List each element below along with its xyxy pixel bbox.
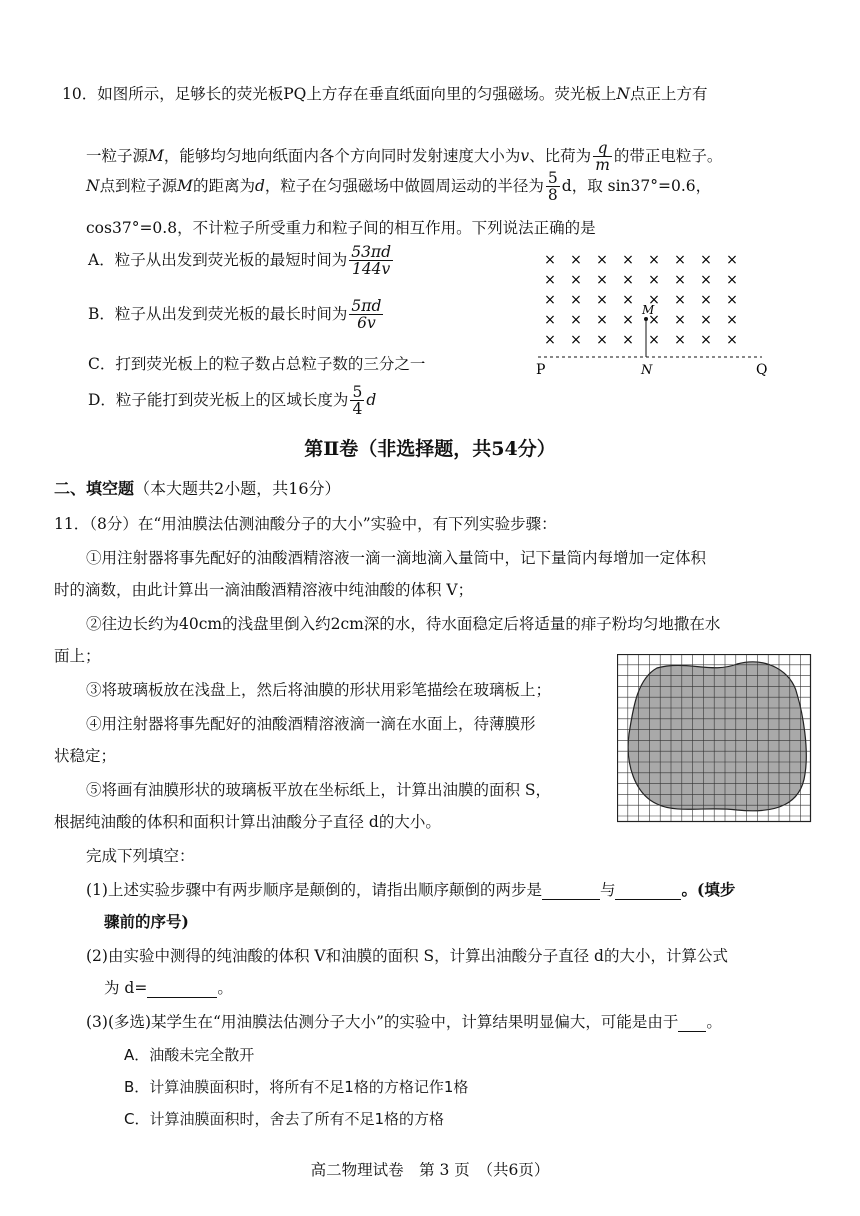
charge-mass-fraction: $\frac{q}{m}$ [595, 139, 610, 175]
field-cross: × [648, 272, 660, 288]
q10-line-2: 一粒子源M，能够均匀地向纸面内各个方向同时发射速度大小为v、比荷为 $\frac{q}{m}$ 的带正电粒子。 [86, 139, 723, 175]
q11-step-2a: ②往边长约为40cm的浅盘里倒入约2cm深的水，待水面稳定后将适量的痱子粉均匀地撒在水 [86, 615, 721, 633]
field-cross: × [596, 292, 608, 308]
q11-step-2b: 面上； [54, 647, 101, 665]
field-cross: × [544, 332, 556, 348]
field-cross: × [726, 252, 738, 268]
field-cross: × [726, 312, 738, 328]
q11-part-1-cont: 骤前的序号) [104, 912, 189, 931]
label-m: M [642, 303, 655, 317]
q10-option-a[interactable]: A．粒子从出发到荧光板的最短时间为 $\frac{53\pi d}{144v}$ [88, 243, 392, 279]
label-q: Q [756, 362, 768, 378]
q11-fill-prompt: 完成下列填空： [86, 847, 195, 865]
oil-film-shape [628, 662, 806, 811]
field-cross: × [570, 252, 582, 268]
q11-step-5a: ⑤将画有油膜形状的玻璃板平放在坐标纸上，计算出油膜的面积 S， [86, 781, 552, 799]
q10-line-4: cos37°=0.8，不计粒子所受重力和粒子间的相互作用。下列说法正确的是 [86, 219, 596, 237]
q11-intro: 11．（8分）在“用油膜法估测油酸分子的大小”实验中，有下列实验步骤： [54, 515, 557, 533]
field-cross: × [700, 252, 712, 268]
section-2-title: 第Ⅱ卷（非选择题，共54分） [304, 438, 556, 460]
q11-part-1: (1)上述实验步骤中有两步顺序是颠倒的，请指出顺序颠倒的两步是 与 。(填步 [86, 880, 736, 899]
blank-3-choice[interactable] [678, 1015, 706, 1032]
field-cross: × [596, 332, 608, 348]
oil-film-grid-figure [617, 654, 813, 824]
field-cross: × [726, 332, 738, 348]
field-cross: × [570, 332, 582, 348]
field-cross: × [596, 252, 608, 268]
q11-step-3: ③将玻璃板放在浅盘上，然后将油膜的形状用彩笔描绘在玻璃板上； [86, 681, 552, 699]
part-2-heading: 二、填空题（本大题共2小题，共16分） [54, 479, 341, 498]
field-cross: × [648, 312, 660, 328]
field-cross: × [726, 292, 738, 308]
q10-line-1: 10．如图所示，足够长的荧光板PQ上方存在垂直纸面向里的匀强磁场。荧光板上N点正上方有 [62, 85, 708, 103]
q11-step-4b: 状稳定； [54, 747, 117, 765]
field-cross: × [596, 272, 608, 288]
q11-choice-b[interactable]: B．计算油膜面积时，将所有不足1格的方格记作1格 [124, 1078, 469, 1096]
field-cross: × [700, 332, 712, 348]
field-cross: × [622, 252, 634, 268]
q11-part-3: (3)(多选)某学生在“用油膜法估测分子大小”的实验中，计算结果明显偏大，可能是由于 。 [86, 1013, 722, 1031]
field-cross: × [700, 292, 712, 308]
q10-line-3: N点到粒子源M的距离为d，粒子在匀强磁场中做圆周运动的半径为 $\frac{5}{8}$ d，取 sin37°=0.6， [86, 169, 712, 205]
field-cross: × [648, 252, 660, 268]
q11-part-2: (2)由实验中测得的纯油酸的体积 V和油膜的面积 S，计算出油酸分子直径 d的大小，计算公式 [86, 947, 728, 965]
magnetic-field-figure [530, 244, 780, 384]
q10-option-d[interactable]: D．粒子能打到荧光板上的区域长度为 $\frac{5}{4}$ d [88, 383, 377, 419]
field-cross: × [674, 252, 686, 268]
field-cross: × [648, 332, 660, 348]
radius-fraction: $\frac{5}{8}$ [547, 169, 558, 205]
q11-step-1a: ①用注射器将事先配好的油酸酒精溶液一滴一滴地滴入量筒中，记下量筒内每增加一定体积 [86, 549, 707, 567]
source-point-m [644, 317, 648, 321]
q11-choice-a[interactable]: A．油酸未完全散开 [124, 1046, 255, 1064]
field-cross: × [570, 292, 582, 308]
field-cross: × [622, 292, 634, 308]
blank-2-formula[interactable] [147, 981, 217, 998]
field-cross: × [622, 272, 634, 288]
q11-choice-c[interactable]: C．计算油膜面积时，舍去了所有不足1格的方格 [124, 1110, 445, 1128]
field-crosses [544, 252, 738, 348]
field-cross: × [674, 312, 686, 328]
field-cross: × [700, 272, 712, 288]
field-cross: × [544, 292, 556, 308]
field-cross: × [544, 272, 556, 288]
blank-1-first[interactable] [542, 883, 600, 900]
field-cross: × [726, 272, 738, 288]
q11-part-2-cont: 为 d= 。 [104, 979, 233, 997]
field-cross: × [674, 332, 686, 348]
q10-option-c[interactable]: C．打到荧光板上的粒子数占总粒子数的三分之一 [88, 355, 426, 373]
field-cross: × [544, 312, 556, 328]
blank-1-second[interactable] [615, 883, 681, 900]
field-cross: × [622, 332, 634, 348]
q11-step-4a: ④用注射器将事先配好的油酸酒精溶液滴一滴在水面上，待薄膜形 [86, 715, 536, 733]
q10-option-b[interactable]: B．粒子从出发到荧光板的最长时间为 $\frac{5\pi d}{6v}$ [88, 297, 382, 333]
label-n: N [641, 363, 653, 378]
label-p: P [536, 362, 546, 378]
q11-step-1b: 时的滴数，由此计算出一滴油酸酒精溶液中纯油酸的体积 V； [54, 581, 474, 599]
field-cross: × [674, 292, 686, 308]
field-cross: × [544, 252, 556, 268]
field-cross: × [700, 312, 712, 328]
field-cross: × [674, 272, 686, 288]
q11-step-5b: 根据纯油酸的体积和面积计算出油酸分子直径 d的大小。 [54, 813, 441, 831]
field-cross: × [570, 312, 582, 328]
field-cross: × [570, 272, 582, 288]
field-cross: × [596, 312, 608, 328]
page-footer: 高二物理试卷 第 3 页 （共6页） [310, 1161, 550, 1179]
field-cross: × [622, 312, 634, 328]
field-cross: × [648, 292, 660, 308]
